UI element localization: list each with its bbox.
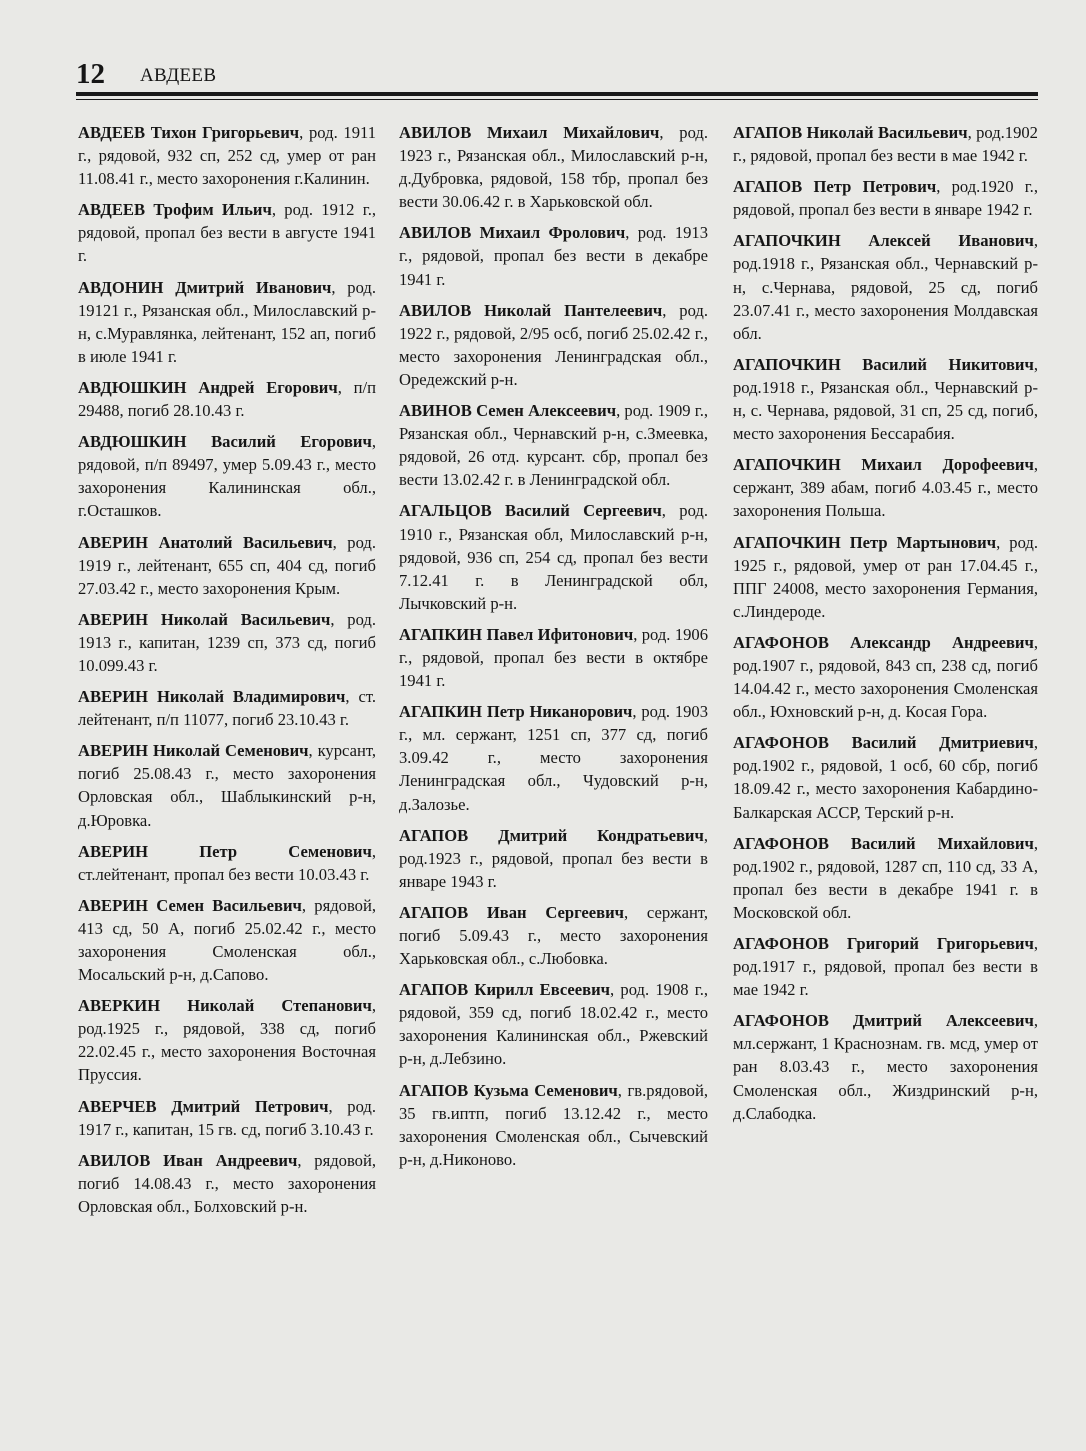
entry-details: , род.1902 г., рядовой, пропал без вести в мае 1942 г. bbox=[733, 123, 1038, 166]
casualty-entry bbox=[78, 994, 376, 1086]
casualty-entry bbox=[733, 832, 1038, 924]
entry-details: , п/п 29488, погиб 28.10.43 г. bbox=[78, 377, 376, 421]
entry-details: , род. 1925 г., рядовой, умер от ран 17.04.45 г., ППГ 24008, место захоронения Германия, с.Линдероде. bbox=[733, 532, 1038, 621]
entry-name: АВЕРИН Николай Владимирович bbox=[78, 687, 346, 707]
casualty-entry bbox=[399, 399, 708, 491]
entry-details: , род.1918 г., Рязанская обл., Чернавский р-н, с.Чернава, рядовой, 25 сд, погиб 23.07.41 г., место захоронения Молдавская обл. bbox=[733, 231, 1038, 343]
casualty-entry bbox=[399, 499, 708, 614]
casualty-entry bbox=[78, 276, 376, 368]
entry-details: , род. 1923 г., Рязанская обл., Милославский р-н, д.Дубровка, рядовой, 158 тбр, пропал без вести 30.06.42 г. в Харьковской обл. bbox=[399, 123, 708, 212]
entry-details: , рядовой, погиб 14.08.43 г., место захоронения Орловская обл., Болховский р-н. bbox=[78, 1150, 376, 1216]
entry-name: АВЕРЧЕВ Дмитрий Петрович bbox=[78, 1096, 329, 1116]
casualty-entry bbox=[78, 1095, 376, 1141]
entry-name: АГАФОНОВ Василий Михайлович bbox=[733, 833, 1034, 853]
casualty-entry bbox=[78, 608, 376, 677]
entry-name: АГАПОВ Кирилл Евсеевич bbox=[399, 980, 611, 1000]
entry-name: АГАФОНОВ Василий Дмитриевич bbox=[733, 733, 1034, 753]
entry-name: АВИЛОВ Михаил Фролович bbox=[399, 223, 626, 243]
casualty-entry bbox=[78, 376, 376, 422]
casualty-entry bbox=[399, 299, 708, 391]
casualty-entry bbox=[78, 685, 376, 731]
entry-name: АВДОНИН Дмитрий Иванович bbox=[78, 277, 332, 297]
casualty-entry bbox=[78, 840, 376, 886]
casualty-entry bbox=[399, 221, 708, 290]
entry-details: , сержант, погиб 5.09.43 г., место захоронения Харьковская обл., с.Любовка. bbox=[399, 902, 708, 969]
page-header bbox=[76, 56, 1038, 92]
casualty-entry bbox=[399, 623, 708, 692]
text-column-1 bbox=[78, 121, 376, 1226]
entry-details: , род.1923 г., рядовой, пропал без вести в январе 1943 г. bbox=[399, 825, 708, 891]
entry-details: , сержант, 389 абам, погиб 4.03.45 г., место захоронения Польша. bbox=[733, 455, 1038, 521]
entry-name: АВЕРКИН Николай Степанович bbox=[78, 996, 372, 1016]
casualty-entry bbox=[78, 1149, 376, 1218]
entry-name: АГАПОВ Дмитрий Кондратьевич bbox=[399, 825, 704, 845]
text-column-3 bbox=[733, 121, 1038, 1133]
casualty-entry bbox=[733, 1009, 1038, 1124]
casualty-entry bbox=[733, 121, 1038, 167]
entry-name: АВЕРИН Петр Семенович bbox=[78, 841, 372, 861]
entry-details: , курсант, погиб 25.08.43 г., место захоронения Орловская обл., Шаблыкинский р-н, д.Юровка. bbox=[78, 741, 376, 830]
running-head: АВДЕЕВ bbox=[140, 65, 217, 86]
entry-name: АВЕРИН Николай Васильевич bbox=[78, 609, 331, 629]
casualty-entry bbox=[399, 824, 708, 893]
entry-name: АВЕРИН Семен Васильевич bbox=[78, 895, 302, 915]
entry-name: АГАПКИН Петр Никанорович bbox=[399, 702, 633, 722]
entry-name: АВДЮШКИН Василий Егорович bbox=[78, 432, 372, 452]
entry-details: , род. 1913 г., капитан, 1239 сп, 373 сд, погиб 10.099.43 г. bbox=[78, 609, 376, 675]
casualty-entry bbox=[399, 121, 708, 213]
entry-details: , род.1920 г., рядовой, пропал без вести в январе 1942 г. bbox=[733, 177, 1038, 220]
entry-details: , род. 1903 г., мл. сержант, 1251 сп, 377 сд, погиб 3.09.42 г., место захоронения Ленинградская обл., Чудовский р-н, д.Залозье. bbox=[399, 702, 709, 814]
casualty-entry bbox=[78, 531, 376, 600]
casualty-entry bbox=[78, 198, 376, 267]
entry-name: АГАФОНОВ Григорий Григорьевич bbox=[733, 934, 1034, 953]
entry-name: АВЕРИН Николай Семенович bbox=[78, 741, 309, 761]
entry-name: АВИНОВ Семен Алексеевич bbox=[399, 401, 617, 421]
entry-details: , род.1917 г., рядовой, пропал без вести в мае 1942 г. bbox=[733, 934, 1038, 1000]
entry-details: , род. 1912 г., рядовой, пропал без вести в августе 1941 г. bbox=[78, 200, 376, 266]
casualty-entry bbox=[733, 453, 1038, 522]
entry-name: АГАПОВ Иван Сергеевич bbox=[399, 902, 625, 922]
casualty-entry bbox=[78, 894, 376, 986]
entry-name: АГАЛЬЦОВ Василий Сергеевич bbox=[399, 501, 662, 521]
entry-details: , род. 1919 г., лейтенант, 655 сп, 404 сд, погиб 27.03.42 г., место захоронения Крым. bbox=[78, 532, 376, 598]
casualty-entry bbox=[78, 739, 376, 831]
entry-name: АГАПОВ Петр Петрович bbox=[733, 177, 937, 197]
casualty-entry bbox=[733, 229, 1038, 344]
entry-name: АГАПОЧКИН Алексей Иванович bbox=[733, 231, 1034, 251]
entry-details: , рядовой, 413 сд, 50 А, погиб 25.02.42 г., место захоронения Смоленская обл., Мосальский р-н, д.Сапово. bbox=[78, 895, 376, 985]
entry-name: АВИЛОВ Михаил Михайлович bbox=[399, 123, 660, 142]
casualty-entry bbox=[399, 700, 708, 815]
entry-name: АГАПОВ Кузьма Семенович bbox=[399, 1080, 618, 1100]
header-rule-thick bbox=[76, 92, 1038, 96]
casualty-entry bbox=[78, 430, 376, 522]
casualty-entry bbox=[733, 731, 1038, 823]
entry-details: , род. 19121 г., Рязанская обл., Милославский р-н, с.Муравлянка, лейтенант, 152 ап, погиб в июле 1941 г. bbox=[78, 277, 376, 366]
header-rule-thin bbox=[76, 99, 1038, 100]
page-number: 12 bbox=[76, 58, 105, 90]
entry-details: , род.1907 г., рядовой, 843 сп, 238 сд, погиб 14.04.42 г., место захоронения Смоленская обл., Юхновский р-н, д. Косая Гора. bbox=[733, 632, 1038, 722]
entry-name: АВЕРИН Анатолий Васильевич bbox=[78, 532, 333, 552]
casualty-entry bbox=[733, 353, 1038, 445]
entry-name: АГАПОЧКИН Михаил Дорофеевич bbox=[733, 455, 1034, 475]
casualty-entry bbox=[733, 175, 1038, 221]
entry-details: , мл.сержант, 1 Краснознам. гв. мсд, умер от ран 8.03.43 г., место захоронения Смоленская обл., Жиздринский р-н, д.Слабодка. bbox=[733, 1011, 1038, 1123]
entry-name: АГАПОЧКИН Петр Мартынович bbox=[733, 532, 997, 552]
entry-name: АВДЕЕВ Тихон Григорьевич bbox=[78, 123, 300, 142]
entry-details: , род. 1909 г., Рязанская обл., Чернавский р-н, с.Змеевка, рядовой, 26 отд. курсант. сбр, пропал без вести 13.02.42 г. в Ленинградской обл. bbox=[399, 401, 709, 490]
entry-details: , род.1918 г., Рязанская обл., Чернавский р-н, с. Чернава, рядовой, 31 сп, 25 сд, погиб, место захоронения Бессарабия. bbox=[733, 354, 1038, 444]
entry-details: , род. 1913 г., рядовой, пропал без вести в декабре 1941 г. bbox=[399, 223, 709, 289]
entry-name: АВИЛОВ Иван Андреевич bbox=[78, 1150, 298, 1170]
entry-details: , гв.рядовой, 35 гв.иптп, погиб 13.12.42 г., место захоронения Смоленская обл., Сычевский р-н, д.Никоново. bbox=[399, 1080, 708, 1169]
entry-name: АГАПОЧКИН Василий Никитович bbox=[733, 354, 1034, 374]
casualty-entry bbox=[399, 901, 708, 970]
casualty-entry bbox=[78, 121, 376, 190]
casualty-entry bbox=[733, 631, 1038, 723]
entry-name: АВИЛОВ Николай Пантелеевич bbox=[399, 300, 663, 320]
entry-details: , род. 1908 г., рядовой, 359 сд, погиб 18.02.42 г., место захоронения Калининская обл., Ржевский р-н, д.Лебзино. bbox=[399, 980, 708, 1069]
entry-details: , род.1902 г., рядовой, 1287 сп, 110 сд, 33 А, пропал без вести в декабре 1941 г. в Московской обл. bbox=[733, 833, 1038, 922]
entry-details: , ст. лейтенант, п/п 11077, погиб 23.10.43 г. bbox=[78, 687, 376, 730]
entry-details: , род.1925 г., рядовой, 338 сд, погиб 22.02.45 г., место захоронения Восточная Пруссия. bbox=[78, 996, 376, 1085]
entry-name: АВДЕЕВ Трофим Ильич bbox=[78, 200, 272, 220]
casualty-entry bbox=[733, 932, 1038, 1001]
entry-details: , рядовой, п/п 89497, умер 5.09.43 г., место захоронения Калининская обл., г.Осташков. bbox=[78, 432, 376, 521]
entry-details: , род. 1917 г., капитан, 15 гв. сд, погиб 3.10.43 г. bbox=[78, 1096, 376, 1139]
casualty-entry bbox=[733, 531, 1038, 623]
entry-details: , ст.лейтенант, пропал без вести 10.03.43 г. bbox=[78, 841, 376, 884]
entry-name: АГАПОВ Николай Васильевич bbox=[733, 123, 968, 142]
casualty-entry bbox=[399, 978, 708, 1070]
entry-name: АГАФОНОВ Александр Андреевич bbox=[733, 632, 1034, 652]
entry-details: , род. 1910 г., Рязанская обл, Милославский р-н, рядовой, 936 сп, 254 сд, пропал без вести 7.12.41 г. в Ленинградской обл, Лычковский р-н. bbox=[399, 501, 708, 613]
entry-name: АВДЮШКИН Андрей Егорович bbox=[78, 377, 338, 397]
entry-details: , род. 1922 г., рядовой, 2/95 осб, погиб 25.02.42 г., место захоронения Ленинградская обл., Оредежский р-н. bbox=[399, 300, 708, 389]
entry-details: , род.1902 г., рядовой, 1 осб, 60 сбр, погиб 18.09.42 г., место захоронения Кабардино-Балкарская АССР, Терский р-н. bbox=[733, 733, 1038, 822]
entry-details: , род. 1911 г., рядовой, 932 сп, 252 сд, умер от ран 11.08.41 г., место захоронения г.Калинин. bbox=[78, 123, 376, 189]
entry-name: АГАПКИН Павел Ифитонович bbox=[399, 624, 634, 644]
casualty-entry bbox=[399, 1079, 708, 1171]
entry-details: , род. 1906 г., рядовой, пропал без вести в октябре 1941 г. bbox=[399, 624, 709, 691]
entry-name: АГАФОНОВ Дмитрий Алексеевич bbox=[733, 1011, 1034, 1031]
text-column-2 bbox=[399, 121, 708, 1179]
